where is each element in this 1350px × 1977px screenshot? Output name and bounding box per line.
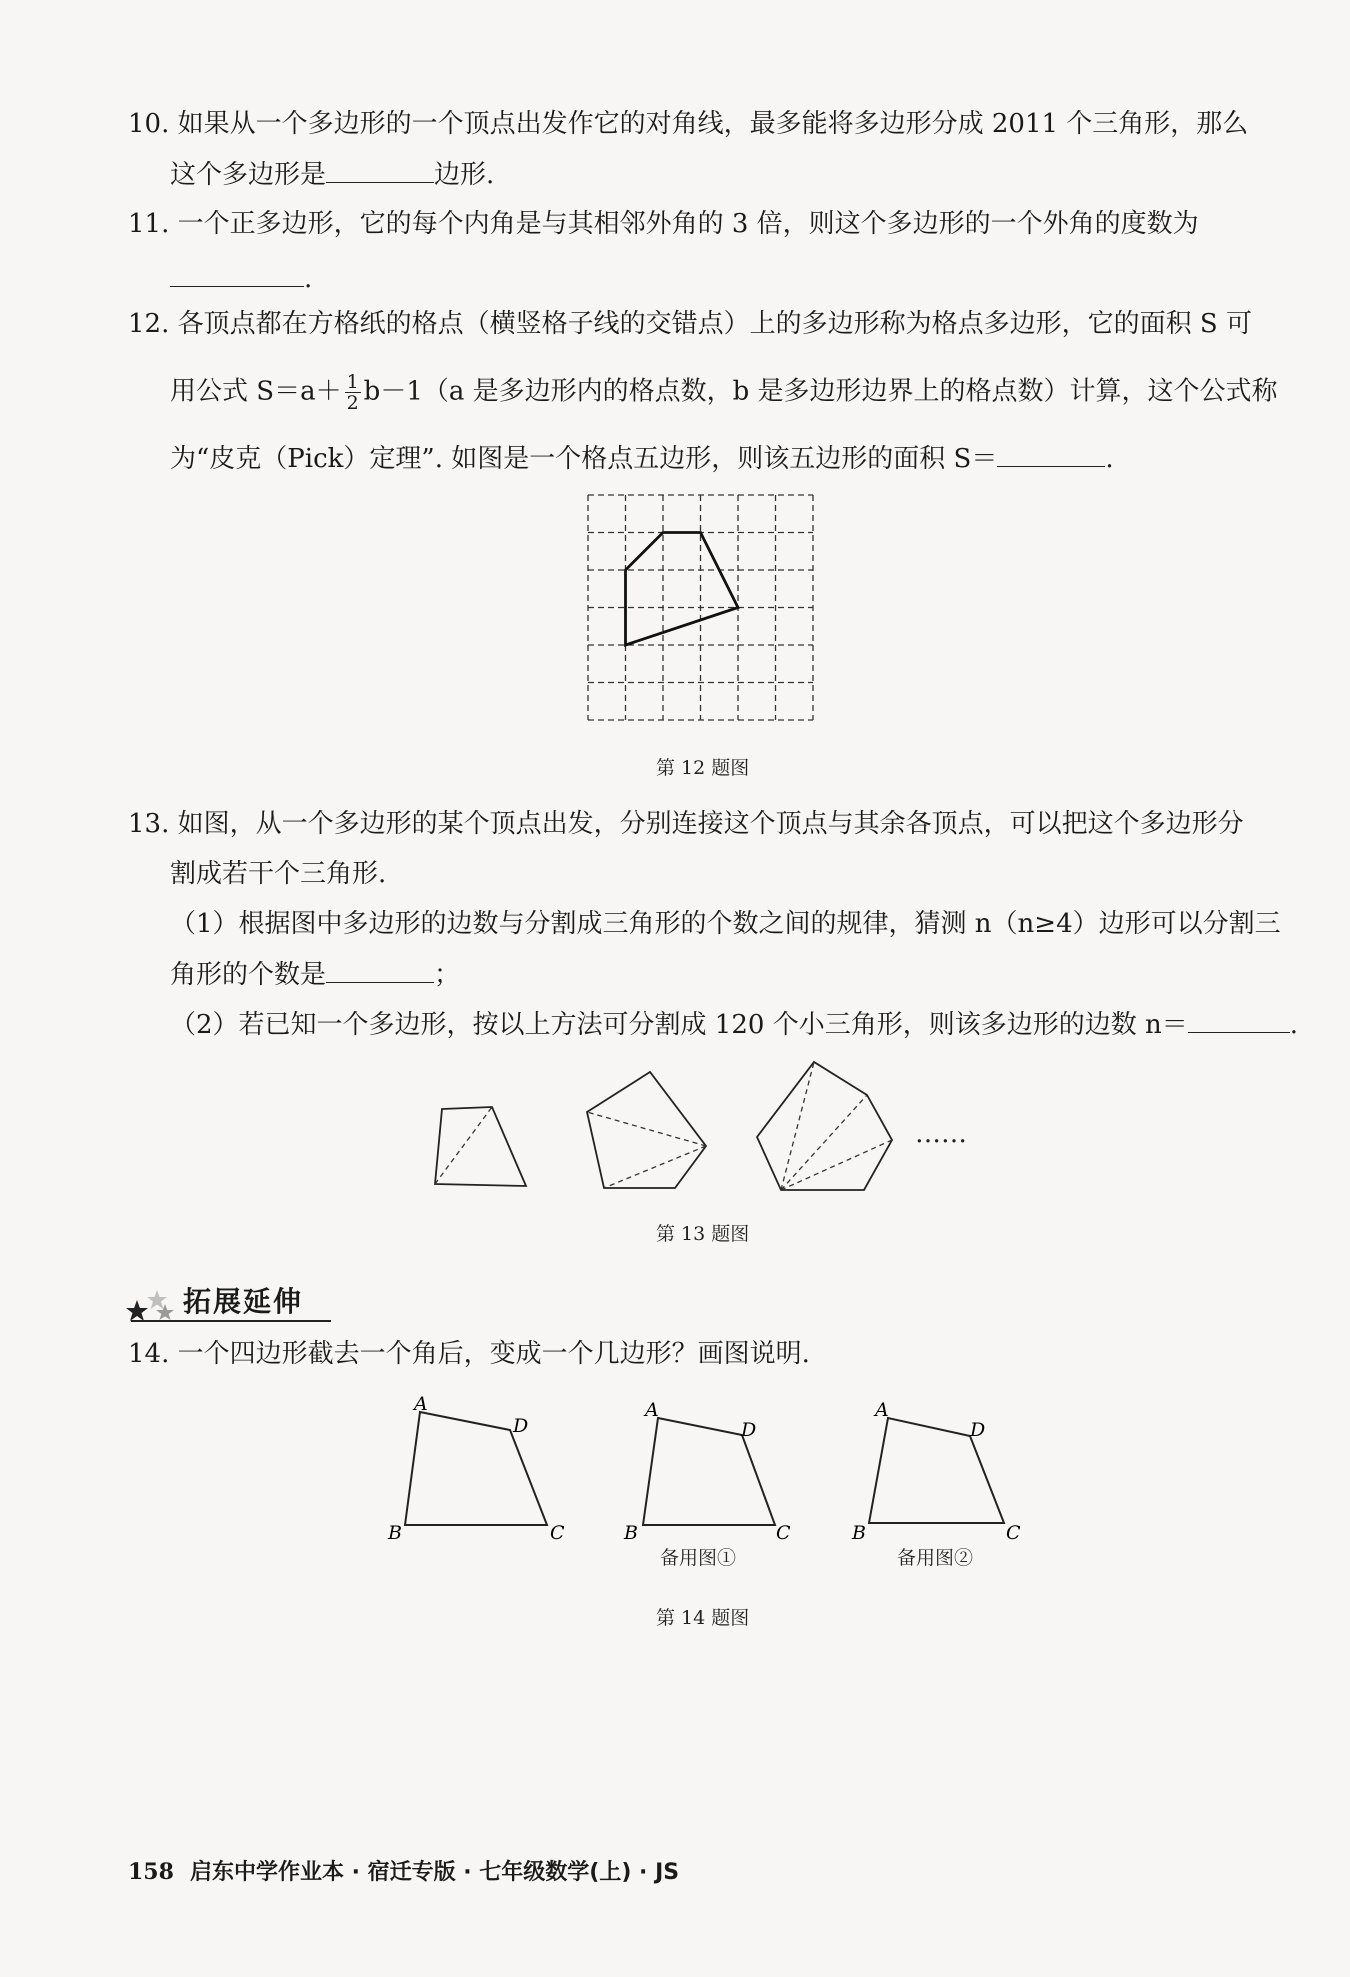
section-underline bbox=[131, 1320, 331, 1322]
q13-part1-line2 bbox=[170, 956, 460, 993]
q11-end: . bbox=[304, 264, 313, 294]
q13-polygons-figure bbox=[420, 1050, 1020, 1200]
dashed-grid bbox=[588, 495, 813, 720]
spare2-label-b: B bbox=[852, 1522, 866, 1544]
spare-quadrilateral-2 bbox=[851, 1399, 1021, 1544]
q12-text-a: 为“皮克（Pick）定理”. 如图是一个格点五边形，则该五边形的面积 S＝ bbox=[170, 444, 998, 474]
spare1-label-d: D bbox=[741, 1419, 757, 1441]
q12-formula-b: b－1（a 是多边形内的格点数，b 是多边形边界上的格点数）计算，这个公式称 bbox=[363, 376, 1278, 407]
spare-figure-2-label: 备用图② bbox=[897, 1547, 974, 1569]
hexagon-diagram bbox=[757, 1062, 892, 1190]
spare-quadrilateral-1 bbox=[623, 1399, 791, 1544]
q12-line2 bbox=[170, 372, 1278, 413]
q13-part1-line1: （1）根据图中多边形的边数与分割成三角形的个数之间的规律，猜测 n（n≥4）边形可以分割三 bbox=[170, 909, 1281, 939]
pentagon-diagram bbox=[587, 1072, 706, 1188]
q10-line1: 10. 如果从一个多边形的一个顶点出发作它的对角线，最多能将多边形分成 2011 个三角形，那么 bbox=[128, 109, 1249, 139]
half-fraction bbox=[345, 372, 361, 413]
spare1-label-b: B bbox=[624, 1522, 638, 1544]
q13-part2-text: （2）若已知一个多边形，按以上方法可分割成 120 个小三角形，则该多边形的边数 n＝ bbox=[170, 1010, 1188, 1040]
label-c: C bbox=[550, 1522, 565, 1544]
q14-line1: 14. 一个四边形截去一个角后，变成一个几边形？画图说明. bbox=[128, 1339, 810, 1369]
q11-line1: 11. 一个正多边形，它的每个内角是与其相邻外角的 3 倍，则这个多边形的一个外角的度数为 bbox=[128, 209, 1199, 239]
q14-quadrilaterals-figure bbox=[380, 1380, 1040, 1570]
book-title: 启东中学作业本 · 宿迁专版 · 七年级数学(上) · JS bbox=[189, 1860, 680, 1885]
q12-grid-figure bbox=[585, 492, 820, 724]
label-b: B bbox=[388, 1522, 402, 1544]
q10-line2 bbox=[170, 156, 494, 193]
q12-line3 bbox=[170, 440, 1114, 477]
q11-answer-blank[interactable] bbox=[170, 260, 304, 287]
q13-part1-end: ； bbox=[434, 960, 461, 990]
spare2-label-a: A bbox=[875, 1399, 889, 1421]
q13-part1-text: 角形的个数是 bbox=[170, 960, 327, 990]
q10-text-b: 边形. bbox=[434, 160, 495, 190]
section-title: 拓展延伸 bbox=[183, 1285, 304, 1318]
section-heading bbox=[125, 1280, 335, 1324]
lattice-pentagon bbox=[626, 533, 739, 646]
q14-caption: 第 14 题图 bbox=[656, 1607, 750, 1629]
q13-line2: 割成若干个三角形. bbox=[170, 859, 387, 889]
q10-text-a: 这个多边形是 bbox=[170, 160, 327, 190]
quadrilateral-abcd bbox=[387, 1393, 565, 1544]
q11-line2 bbox=[170, 260, 312, 297]
q12-answer-blank[interactable] bbox=[997, 440, 1105, 467]
stars-icon bbox=[125, 1284, 185, 1324]
label-a: A bbox=[414, 1393, 428, 1415]
quadrilateral-diagram bbox=[435, 1107, 526, 1186]
q13-ellipsis: …… bbox=[915, 1119, 967, 1149]
label-d: D bbox=[513, 1415, 529, 1437]
spare1-label-a: A bbox=[645, 1399, 659, 1421]
spare-figure-1-label: 备用图① bbox=[660, 1547, 737, 1569]
spare2-label-c: C bbox=[1006, 1522, 1021, 1544]
q12-caption: 第 12 题图 bbox=[656, 757, 750, 779]
q13-part2-line bbox=[170, 1006, 1298, 1043]
q13-part1-answer-blank[interactable] bbox=[326, 956, 434, 983]
q13-line1: 13. 如图，从一个多边形的某个顶点出发，分别连接这个顶点与其余各顶点，可以把这个多边形分 bbox=[128, 809, 1244, 839]
page-number: 158 bbox=[128, 1859, 174, 1885]
q12-end: . bbox=[1105, 444, 1114, 474]
q12-formula-a: 用公式 S＝a＋ bbox=[170, 376, 342, 407]
fraction-denominator: 2 bbox=[346, 392, 359, 414]
q13-part2-answer-blank[interactable] bbox=[1188, 1006, 1290, 1033]
q13-part2-end: . bbox=[1289, 1010, 1298, 1040]
fraction-numerator: 1 bbox=[346, 371, 359, 393]
q10-answer-blank[interactable] bbox=[326, 156, 434, 183]
page-footer bbox=[128, 1855, 679, 1886]
q12-line1: 12. 各顶点都在方格纸的格点（横竖格子线的交错点）上的多边形称为格点多边形，它的面积 S 可 bbox=[128, 309, 1252, 339]
q13-caption: 第 13 题图 bbox=[656, 1223, 750, 1245]
spare1-label-c: C bbox=[776, 1522, 791, 1544]
spare2-label-d: D bbox=[970, 1419, 986, 1441]
